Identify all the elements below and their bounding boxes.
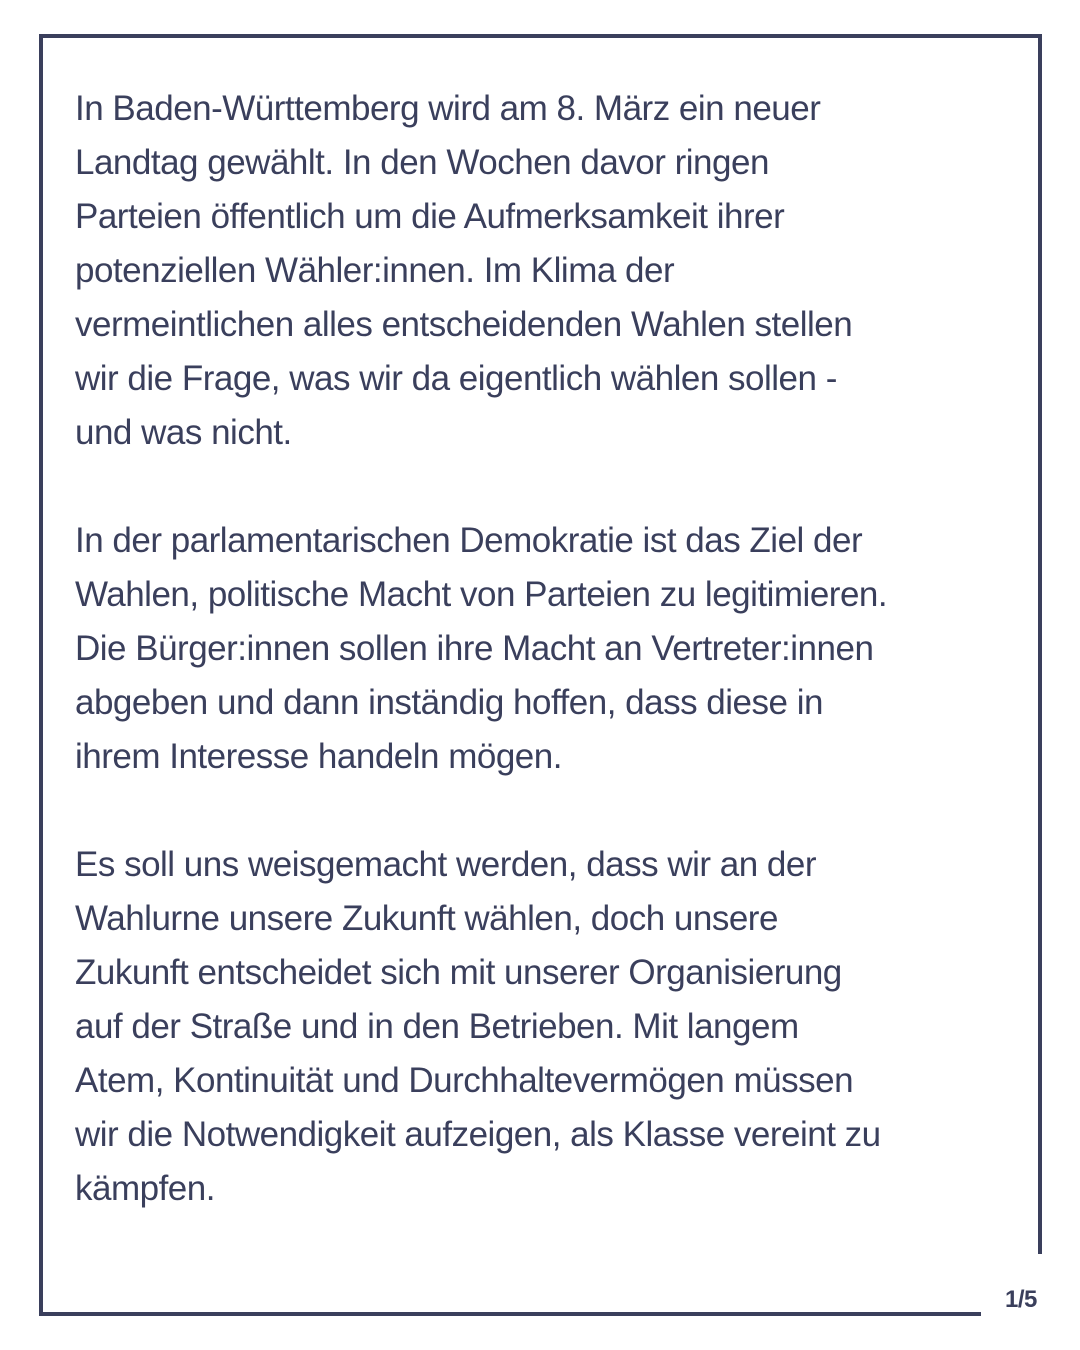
- page-indicator: 1/5: [1005, 1286, 1037, 1313]
- paragraph-3: Es soll uns weisgemacht werden, dass wir an der Wahlurne unsere Zukunft wählen, doch unsere Zukunft entscheidet sich mit unserer Organisierung auf der Straße und in den Betrieben. Mit langem Atem, Kontinuität und Durchhaltevermögen müssen wir die Notwendigkeit aufzeigen, als Klasse vereint zu kämpfen.: [75, 845, 881, 1208]
- frame-top-border: [39, 34, 1042, 38]
- frame-right-border: [1038, 34, 1042, 1254]
- frame-left-border: [39, 34, 43, 1316]
- paragraph-2: In der parlamentarischen Demokratie ist das Ziel der Wahlen, politische Macht von Parteien zu legitimieren. Die Bürger:innen sollen ihre Macht an Vertreter:innen abgeben und dann inständig hoffen, dass diese in ihrem Interesse handeln mögen.: [75, 521, 888, 776]
- text-body: [75, 82, 1015, 1270]
- paragraph-1: In Baden-Württemberg wird am 8. März ein neuer Landtag gewählt. In den Wochen davor ringen Parteien öffentlich um die Aufmerksamkeit ihrer potenziellen Wähler:innen. Im Klima der vermeintlichen alles entscheidenden Wahlen stellen wir die Frage, was wir da eigentlich wählen sollen - und was nicht.: [75, 89, 853, 452]
- frame-bottom-border: [39, 1312, 981, 1316]
